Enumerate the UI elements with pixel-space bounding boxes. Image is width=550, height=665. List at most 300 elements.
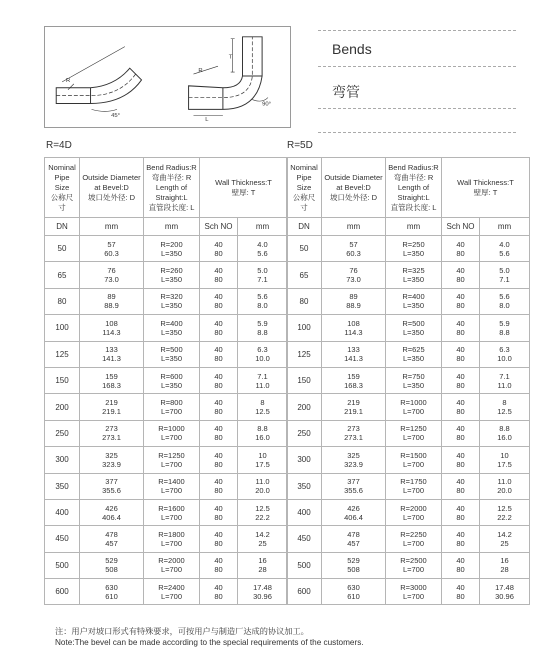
- radius-length-values: R=1600 L=700: [158, 503, 185, 522]
- sch-cell: [200, 552, 238, 578]
- dn-cell: 65: [45, 262, 80, 288]
- od-values: 108 114.3: [344, 318, 363, 337]
- thickness-values: 5.6 8.0: [499, 292, 510, 311]
- table-row: [287, 236, 530, 262]
- header-nominal-size: [45, 158, 80, 218]
- od-cell: [80, 236, 144, 262]
- radius-length-values: R=1750 L=700: [400, 477, 427, 496]
- od-cell: [80, 288, 144, 314]
- radius-length-cell: [144, 367, 200, 393]
- dn-cell: 400: [287, 499, 322, 525]
- thickness-values: 17.48 30.96: [253, 582, 272, 601]
- table-row: [45, 499, 288, 525]
- thickness-values: 11.0 20.0: [497, 477, 512, 496]
- header-wall-thickness: [200, 158, 288, 218]
- od-values: 273 273.1: [344, 424, 363, 443]
- radius-length-cell: [144, 315, 200, 341]
- thickness-cell: [480, 499, 530, 525]
- header-bend-lines: Bend Radius:R 弯曲半径: R Length of Straight:L 直管段长度: L: [146, 162, 197, 212]
- table-row: [45, 447, 288, 473]
- radius-length-values: R=800 L=700: [160, 398, 183, 417]
- thickness-cell: [238, 499, 288, 525]
- od-values: 159 168.3: [102, 371, 121, 390]
- sch-cell: [200, 262, 238, 288]
- header-row: [45, 158, 288, 218]
- thickness-values: 6.3 10.0: [497, 345, 512, 364]
- od-cell: [322, 499, 386, 525]
- divider-line: [318, 108, 516, 109]
- sch-cell: [200, 394, 238, 420]
- thickness-values: 16 28: [500, 556, 509, 575]
- sch-values: 40 80: [456, 345, 465, 364]
- spec-table-5d: [286, 157, 530, 605]
- radius-length-cell: [386, 526, 442, 552]
- radius-length-values: R=3000 L=700: [400, 582, 427, 601]
- sch-values: 40 80: [214, 292, 223, 311]
- dn-cell: 600: [287, 579, 322, 605]
- table-row: [287, 420, 530, 446]
- radius-length-cell: [144, 262, 200, 288]
- sch-values: 40 80: [214, 556, 223, 575]
- thickness-values: 11.0 20.0: [255, 477, 270, 496]
- sch-values: 40 80: [214, 398, 223, 417]
- radius-length-values: R=1000 L=700: [158, 424, 185, 443]
- table-row: [287, 262, 530, 288]
- sch-cell: [442, 473, 480, 499]
- dn-cell: 450: [287, 526, 322, 552]
- radius-length-cell: [144, 579, 200, 605]
- unit-cell: DN: [45, 218, 80, 236]
- sch-cell: [442, 262, 480, 288]
- sch-values: 40 80: [214, 582, 223, 601]
- table-row: [45, 341, 288, 367]
- sch-cell: [442, 526, 480, 552]
- radius-length-values: R=500 L=350: [160, 345, 183, 364]
- radius-length-values: R=200 L=350: [160, 239, 183, 258]
- sch-cell: [442, 579, 480, 605]
- od-values: 478 457: [105, 529, 118, 548]
- table-row: [287, 447, 530, 473]
- od-cell: [80, 367, 144, 393]
- thickness-cell: [480, 288, 530, 314]
- radius-length-cell: [386, 499, 442, 525]
- radius-length-cell: [386, 473, 442, 499]
- unit-cell: mm: [144, 218, 200, 236]
- unit-cell: Sch NO: [442, 218, 480, 236]
- units-row: [45, 218, 288, 236]
- table-row: [45, 236, 288, 262]
- sch-cell: [200, 341, 238, 367]
- radius-length-values: R=625 L=350: [402, 345, 425, 364]
- footnote-english: Note:The bevel can be made according to the special requirements of the customers.: [55, 638, 364, 647]
- od-cell: [322, 367, 386, 393]
- sch-cell: [200, 236, 238, 262]
- od-cell: [80, 420, 144, 446]
- od-cell: [80, 394, 144, 420]
- header-outside-diameter: [322, 158, 386, 218]
- thickness-cell: [480, 236, 530, 262]
- spec-table-4d: [44, 157, 288, 605]
- thickness-values: 5.9 8.8: [499, 318, 510, 337]
- sch-cell: [442, 236, 480, 262]
- dn-cell: 200: [45, 394, 80, 420]
- dn-cell: 125: [45, 341, 80, 367]
- sch-values: 40 80: [214, 450, 223, 469]
- radius-length-values: R=500 L=350: [402, 318, 425, 337]
- sch-values: 40 80: [214, 503, 223, 522]
- table-row: [45, 579, 288, 605]
- sch-values: 40 80: [214, 529, 223, 548]
- thickness-values: 12.5 22.2: [497, 503, 512, 522]
- table-row: [287, 552, 530, 578]
- radius-length-values: R=1250 L=700: [158, 450, 185, 469]
- od-values: 325 323.9: [102, 450, 121, 469]
- thickness-values: 16 28: [258, 556, 267, 575]
- table-row: [45, 367, 288, 393]
- divider-line: [318, 30, 516, 31]
- radius-length-cell: [386, 447, 442, 473]
- od-cell: [322, 236, 386, 262]
- header-bend-radius: [144, 158, 200, 218]
- table-row: [287, 473, 530, 499]
- thickness-values: 14.2 25: [255, 529, 270, 548]
- table-row: [287, 499, 530, 525]
- dn-cell: 80: [45, 288, 80, 314]
- table-row: [287, 579, 530, 605]
- thickness-cell: [238, 447, 288, 473]
- divider-line: [318, 66, 516, 67]
- unit-cell: DN: [287, 218, 322, 236]
- thickness-values: 14.2 25: [497, 529, 512, 548]
- od-cell: [322, 341, 386, 367]
- thickness-values: 7.1 11.0: [255, 371, 270, 390]
- unit-cell: mm: [386, 218, 442, 236]
- title-chinese: 弯管: [332, 85, 360, 101]
- od-values: 529 508: [347, 556, 360, 575]
- table-row: [45, 288, 288, 314]
- sch-cell: [442, 447, 480, 473]
- radius-length-cell: [144, 288, 200, 314]
- bend-diagram-svg: [45, 27, 290, 127]
- radius-length-cell: [386, 341, 442, 367]
- dn-cell: 100: [45, 315, 80, 341]
- dn-cell: 50: [45, 236, 80, 262]
- od-values: 377 355.6: [102, 477, 121, 496]
- dn-cell: 300: [45, 447, 80, 473]
- radius-length-cell: [144, 473, 200, 499]
- radius-length-values: R=2500 L=700: [400, 556, 427, 575]
- dn-cell: 50: [287, 236, 322, 262]
- od-cell: [80, 579, 144, 605]
- radius-length-values: R=600 L=350: [160, 371, 183, 390]
- dn-cell: 350: [45, 473, 80, 499]
- header-nominal-lines: Nominal Pipe Size 公称尺 寸: [290, 162, 318, 212]
- od-values: 57 60.3: [104, 239, 119, 258]
- radius-length-cell: [144, 499, 200, 525]
- od-cell: [322, 394, 386, 420]
- sch-values: 40 80: [214, 239, 223, 258]
- thickness-values: 6.3 10.0: [255, 345, 270, 364]
- title-english: Bends: [332, 41, 372, 57]
- dn-cell: 250: [45, 420, 80, 446]
- header-row: [287, 158, 530, 218]
- table-row: [45, 315, 288, 341]
- sch-values: 40 80: [456, 398, 465, 417]
- thickness-cell: [480, 367, 530, 393]
- od-cell: [80, 552, 144, 578]
- thickness-values: 4.0 5.6: [499, 239, 510, 258]
- sch-values: 40 80: [214, 477, 223, 496]
- thickness-values: 8.8 16.0: [255, 424, 270, 443]
- radius-length-cell: [144, 552, 200, 578]
- radius-length-cell: [144, 341, 200, 367]
- od-values: 108 114.3: [102, 318, 121, 337]
- radius-length-values: R=320 L=350: [160, 292, 183, 311]
- dn-cell: 400: [45, 499, 80, 525]
- radius-length-values: R=250 L=350: [402, 239, 425, 258]
- divider-line: [318, 132, 516, 133]
- sch-values: 40 80: [456, 266, 465, 285]
- radius-length-cell: [386, 552, 442, 578]
- dn-cell: 350: [287, 473, 322, 499]
- footnote-chinese: 注：用户对坡口形式有特殊要求，可按用户与制造厂达成的协议加工。: [55, 626, 309, 636]
- unit-cell: mm: [480, 218, 530, 236]
- radius-length-values: R=1500 L=700: [400, 450, 427, 469]
- diagram-label-45: 45°: [111, 113, 121, 120]
- radius-length-cell: [386, 420, 442, 446]
- header-wall-lines: Wall Thickness:T 壁厚: T: [215, 177, 272, 197]
- thickness-values: 8.8 16.0: [497, 424, 512, 443]
- thickness-values: 10 17.5: [255, 450, 270, 469]
- radius-length-cell: [386, 394, 442, 420]
- thickness-cell: [238, 288, 288, 314]
- sch-values: 40 80: [456, 239, 465, 258]
- footnote: [55, 626, 364, 648]
- thickness-values: 8 12.5: [497, 398, 512, 417]
- sch-cell: [442, 367, 480, 393]
- dn-cell: 100: [287, 315, 322, 341]
- diagram-label-l: L: [205, 117, 209, 124]
- radius-length-cell: [386, 367, 442, 393]
- thickness-cell: [238, 341, 288, 367]
- sch-values: 40 80: [214, 371, 223, 390]
- radius-length-cell: [386, 236, 442, 262]
- header-bend-lines: Bend Radius:R 弯曲半径: R Length of Straight:L 直管段长度: L: [388, 162, 439, 212]
- header-wall-thickness: [442, 158, 530, 218]
- radius-length-cell: [386, 315, 442, 341]
- thickness-cell: [238, 579, 288, 605]
- od-values: 159 168.3: [344, 371, 363, 390]
- od-cell: [322, 526, 386, 552]
- thickness-cell: [480, 420, 530, 446]
- sch-values: 40 80: [456, 450, 465, 469]
- unit-cell: mm: [322, 218, 386, 236]
- radius-length-cell: [144, 447, 200, 473]
- od-values: 133 141.3: [102, 345, 121, 364]
- sch-values: 40 80: [214, 345, 223, 364]
- thickness-cell: [238, 262, 288, 288]
- sch-values: 40 80: [456, 318, 465, 337]
- thickness-cell: [480, 262, 530, 288]
- radius-length-values: R=400 L=350: [160, 318, 183, 337]
- radius-length-values: R=1800 L=700: [158, 529, 185, 548]
- thickness-cell: [238, 552, 288, 578]
- od-values: 76 73.0: [104, 266, 119, 285]
- od-cell: [80, 473, 144, 499]
- radius-length-values: R=325 L=350: [402, 266, 425, 285]
- dn-cell: 250: [287, 420, 322, 446]
- od-values: 630 610: [105, 582, 118, 601]
- dn-cell: 150: [287, 367, 322, 393]
- radius-length-cell: [386, 288, 442, 314]
- sch-cell: [200, 526, 238, 552]
- thickness-values: 4.0 5.6: [257, 239, 268, 258]
- thickness-cell: [480, 447, 530, 473]
- thickness-cell: [480, 526, 530, 552]
- sch-values: 40 80: [456, 582, 465, 601]
- sch-cell: [200, 499, 238, 525]
- header-outside-lines: Outside Diameter at Bevel:D 坡口处外径: D: [324, 172, 383, 202]
- thickness-values: 5.6 8.0: [257, 292, 268, 311]
- od-cell: [322, 552, 386, 578]
- thickness-cell: [480, 315, 530, 341]
- diagram-label-t: T: [228, 54, 233, 61]
- od-cell: [80, 499, 144, 525]
- table-row: [45, 394, 288, 420]
- od-values: 89 88.9: [346, 292, 361, 311]
- table-row: [45, 262, 288, 288]
- od-cell: [322, 420, 386, 446]
- od-cell: [80, 526, 144, 552]
- od-values: 529 508: [105, 556, 118, 575]
- od-cell: [322, 262, 386, 288]
- thickness-cell: [480, 394, 530, 420]
- od-cell: [80, 341, 144, 367]
- radius-length-values: R=1000 L=700: [400, 398, 427, 417]
- sch-values: 40 80: [214, 318, 223, 337]
- radius-length-values: R=2000 L=700: [400, 503, 427, 522]
- table-row: [287, 315, 530, 341]
- od-values: 89 88.9: [104, 292, 119, 311]
- table-row: [45, 420, 288, 446]
- thickness-values: 10 17.5: [497, 450, 512, 469]
- sch-values: 40 80: [214, 266, 223, 285]
- thickness-cell: [480, 552, 530, 578]
- radius-length-cell: [386, 579, 442, 605]
- sch-cell: [442, 288, 480, 314]
- dn-cell: 150: [45, 367, 80, 393]
- thickness-cell: [480, 473, 530, 499]
- od-values: 630 610: [347, 582, 360, 601]
- thickness-cell: [238, 236, 288, 262]
- radius-length-cell: [144, 394, 200, 420]
- header-outside-lines: Outside Diameter at Bevel:D 坡口处外径: D: [82, 172, 141, 202]
- sch-values: 40 80: [214, 424, 223, 443]
- dn-cell: 500: [45, 552, 80, 578]
- dn-cell: 65: [287, 262, 322, 288]
- dn-cell: 80: [287, 288, 322, 314]
- sch-values: 40 80: [456, 292, 465, 311]
- thickness-cell: [480, 341, 530, 367]
- radius-length-cell: [144, 236, 200, 262]
- table-label-5d: R=5D: [287, 140, 313, 151]
- od-values: 478 457: [347, 529, 360, 548]
- sch-cell: [200, 367, 238, 393]
- radius-length-values: R=2000 L=700: [158, 556, 185, 575]
- sch-cell: [200, 420, 238, 446]
- thickness-cell: [238, 367, 288, 393]
- header-bend-radius: [386, 158, 442, 218]
- sch-cell: [200, 315, 238, 341]
- diagram-label-90: 90°: [262, 101, 271, 108]
- od-values: 426 406.4: [344, 503, 363, 522]
- table-row: [287, 341, 530, 367]
- dn-cell: 450: [45, 526, 80, 552]
- dn-cell: 600: [45, 579, 80, 605]
- table-row: [45, 526, 288, 552]
- sch-cell: [442, 315, 480, 341]
- units-row: [287, 218, 530, 236]
- sch-cell: [442, 394, 480, 420]
- radius-length-cell: [144, 526, 200, 552]
- sch-values: 40 80: [456, 371, 465, 390]
- radius-length-values: R=2250 L=700: [400, 529, 427, 548]
- table-row: [287, 288, 530, 314]
- od-values: 426 406.4: [102, 503, 121, 522]
- dn-cell: 500: [287, 552, 322, 578]
- od-cell: [322, 447, 386, 473]
- sch-cell: [442, 552, 480, 578]
- thickness-cell: [238, 473, 288, 499]
- table-row: [45, 552, 288, 578]
- od-cell: [322, 579, 386, 605]
- radius-length-values: R=750 L=350: [402, 371, 425, 390]
- od-cell: [322, 473, 386, 499]
- unit-cell: mm: [238, 218, 288, 236]
- od-values: 57 60.3: [346, 239, 361, 258]
- thickness-values: 17.48 30.96: [495, 582, 514, 601]
- sch-values: 40 80: [456, 529, 465, 548]
- radius-length-cell: [144, 420, 200, 446]
- table-row: [287, 526, 530, 552]
- od-cell: [80, 447, 144, 473]
- sch-cell: [442, 341, 480, 367]
- sch-values: 40 80: [456, 556, 465, 575]
- thickness-values: 5.0 7.1: [257, 266, 268, 285]
- thickness-values: 7.1 11.0: [497, 371, 512, 390]
- sch-cell: [200, 447, 238, 473]
- od-cell: [322, 288, 386, 314]
- unit-cell: Sch NO: [200, 218, 238, 236]
- sch-values: 40 80: [456, 503, 465, 522]
- od-cell: [80, 262, 144, 288]
- od-values: 76 73.0: [346, 266, 361, 285]
- bend-diagram-panel: [44, 26, 291, 128]
- thickness-cell: [238, 394, 288, 420]
- header-outside-diameter: [80, 158, 144, 218]
- od-values: 219 219.1: [344, 398, 363, 417]
- od-values: 219 219.1: [102, 398, 121, 417]
- thickness-cell: [238, 526, 288, 552]
- od-values: 377 355.6: [344, 477, 363, 496]
- radius-length-values: R=1250 L=700: [400, 424, 427, 443]
- thickness-values: 5.9 8.8: [257, 318, 268, 337]
- thickness-values: 5.0 7.1: [499, 266, 510, 285]
- thickness-cell: [480, 579, 530, 605]
- sch-cell: [200, 579, 238, 605]
- thickness-values: 8 12.5: [255, 398, 270, 417]
- radius-length-values: R=260 L=350: [160, 266, 183, 285]
